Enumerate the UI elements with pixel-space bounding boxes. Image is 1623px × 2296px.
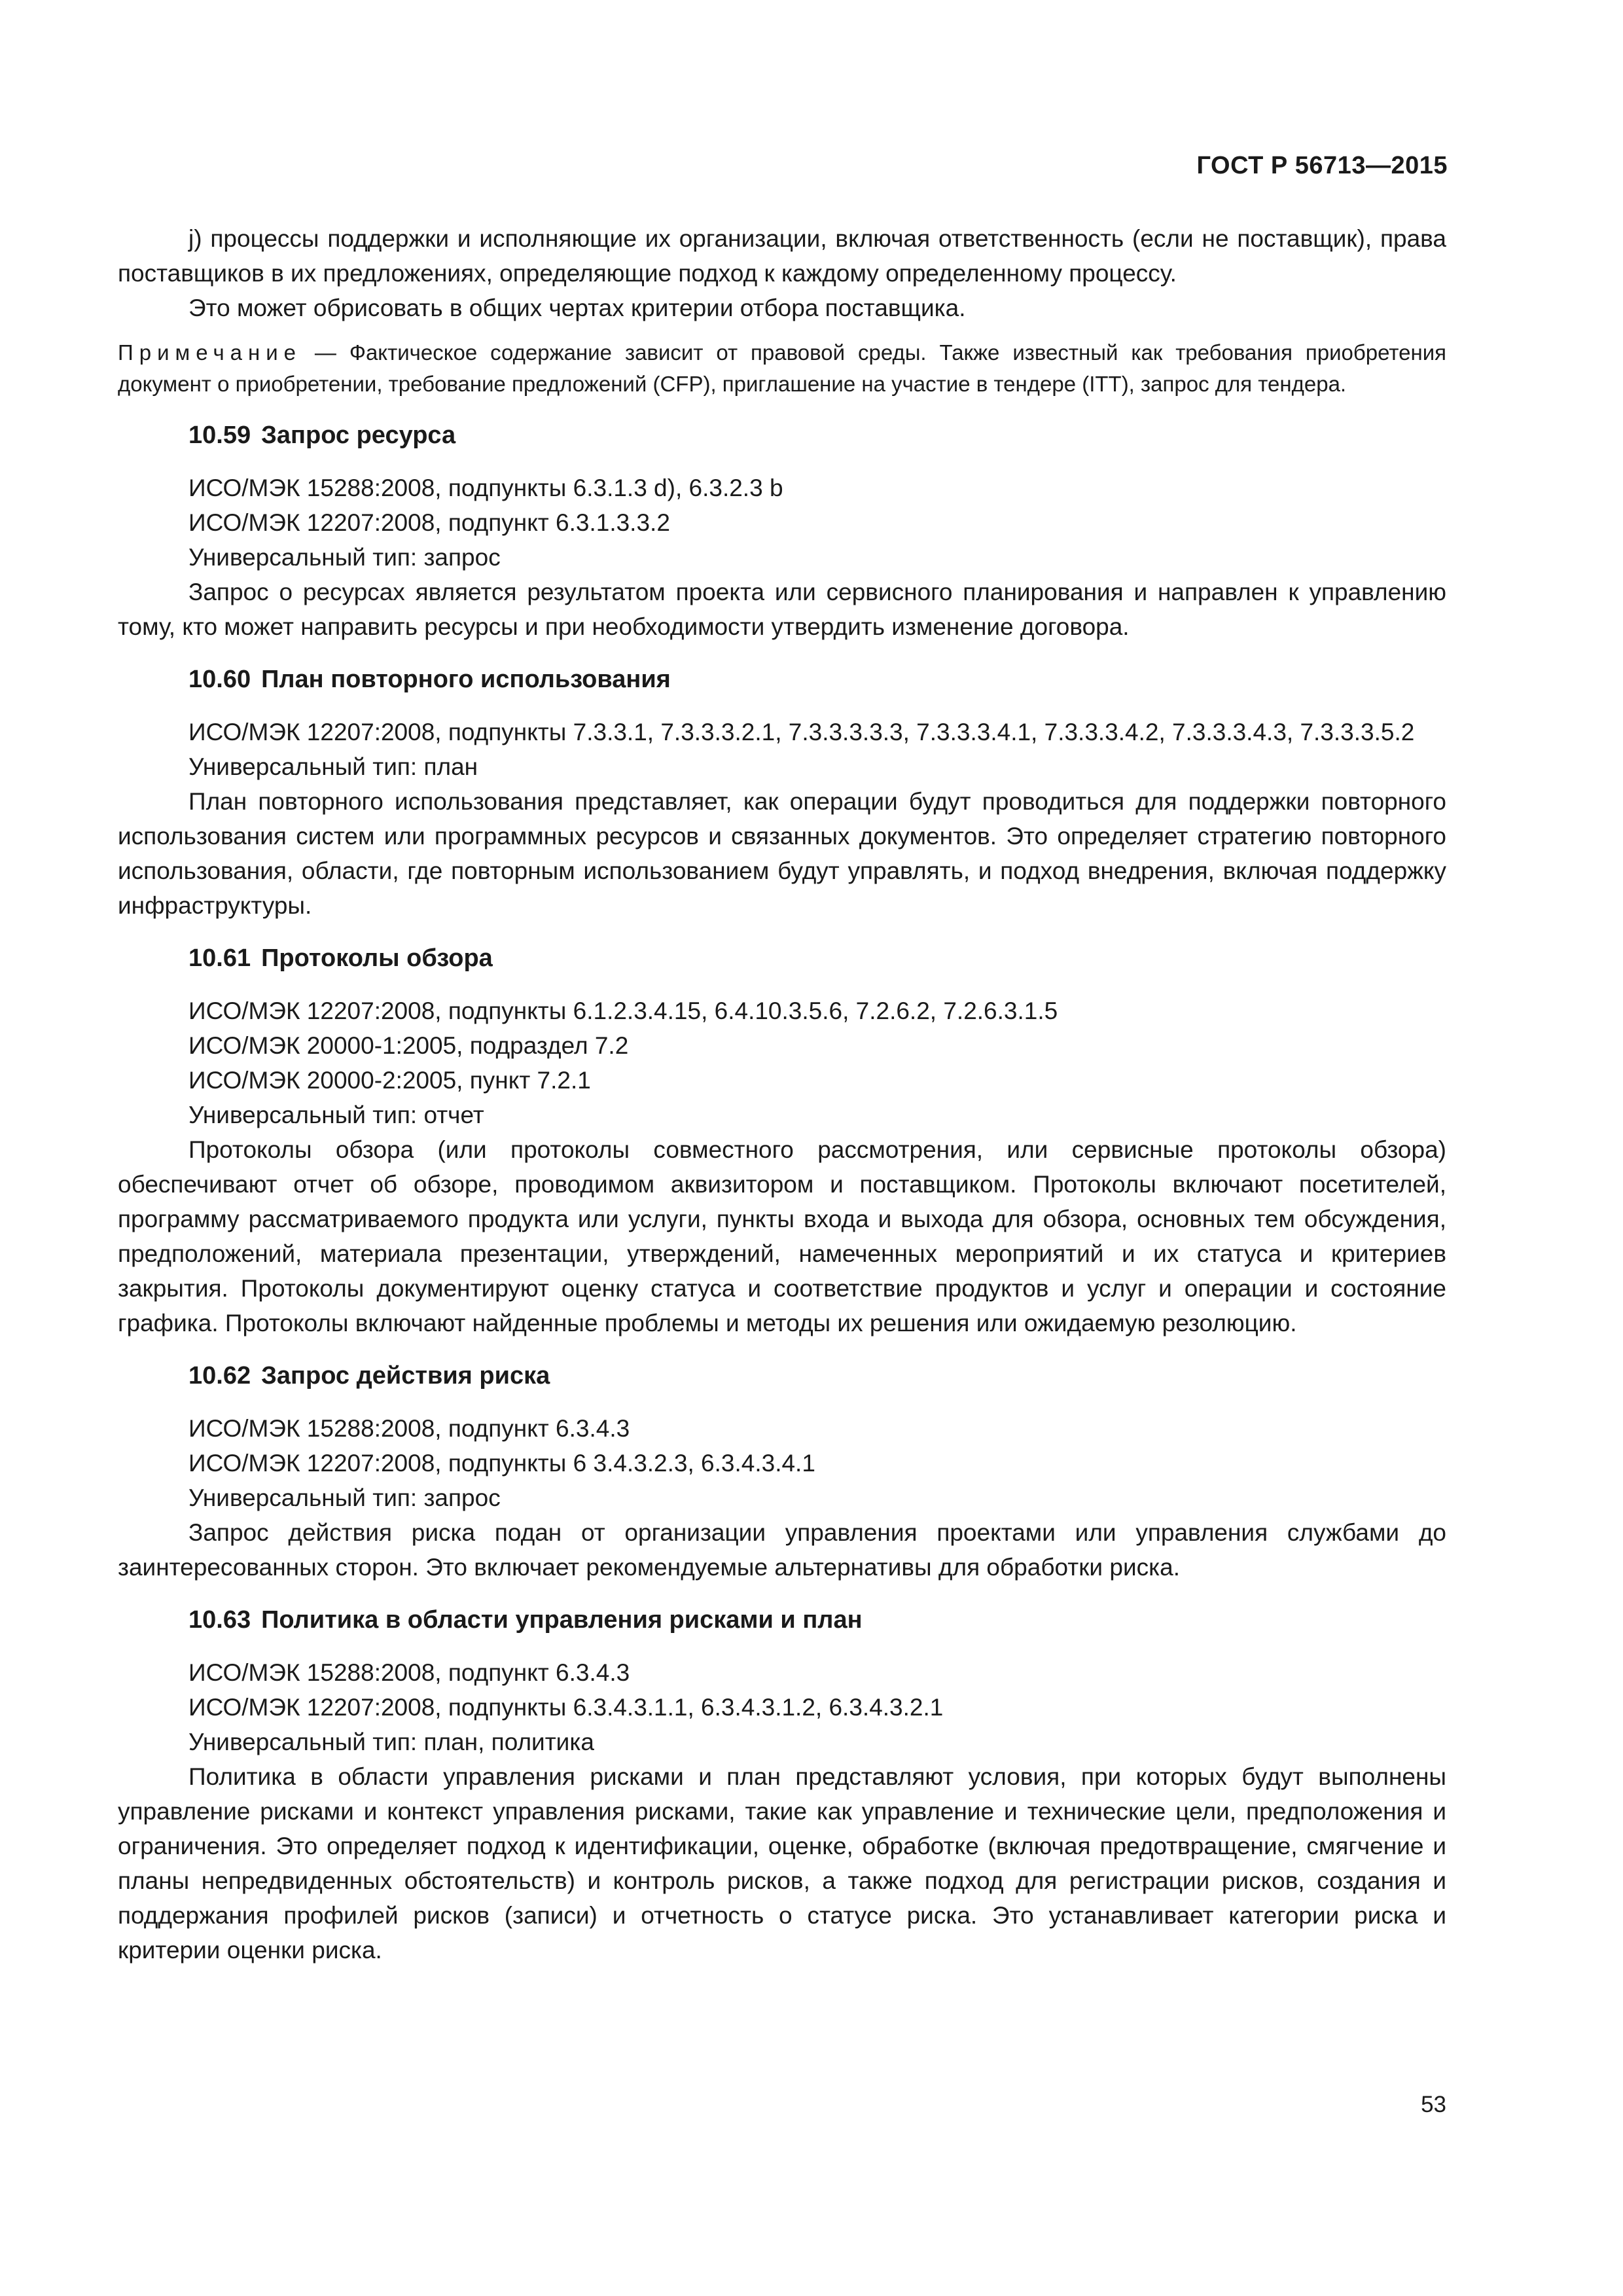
section-body: Протоколы обзора (или протоколы совместного рассмотрения, или сервисные протоколы обзора) обеспечивают отчет об обзоре, проводимом аквизитором и поставщиком. Протоколы включают посетителей, программу рассматриваемого продукта или услуги, пункты входа и выхода для обзора, основных тем обсуждения, предположений, материала презентации, утверждений, намеченных мероприятий и их статуса и критериев закрытия. Протоколы документируют оценку статуса и соответствие продуктов и услуг и операции и состояние графика. Протоколы включают найденные проблемы и методы их решения или ожидаемую резолюцию. bbox=[118, 1136, 1446, 1336]
page-number: 53 bbox=[1421, 2092, 1446, 2117]
section-heading: План повторного использования bbox=[261, 666, 671, 693]
section-number: 10.59 bbox=[188, 422, 251, 449]
reference-line: ИСО/МЭК 12207:2008, подпункты 6.3.4.3.1.1, 6.3.4.3.1.2, 6.3.4.3.2.1 bbox=[188, 1694, 944, 1721]
universal-type-line: Универсальный тип: план, политика bbox=[188, 1729, 594, 1755]
section-number: 10.62 bbox=[188, 1362, 251, 1390]
section-10-63 bbox=[118, 1602, 1446, 1967]
section-10-62 bbox=[118, 1357, 1446, 1585]
universal-type-line: Универсальный тип: план bbox=[188, 753, 478, 780]
reference-line: ИСО/МЭК 20000-2:2005, пункт 7.2.1 bbox=[188, 1067, 591, 1094]
note-text: — Фактическое содержание зависит от правовой среды. Также известный как требования приобретения документ о приобретении, требование предложений (CFP), приглашение на участие в тендере (ITT), запрос для тендера. bbox=[118, 340, 1446, 396]
reference-line: ИСО/МЭК 15288:2008, подпункт 6.3.4.3 bbox=[188, 1415, 630, 1442]
universal-type-line: Универсальный тип: запрос bbox=[188, 1484, 501, 1511]
page-content bbox=[118, 221, 1446, 1967]
section-number: 10.60 bbox=[188, 666, 251, 693]
paragraph-summary: Это может обрисовать в общих чертах критерии отбора поставщика. bbox=[188, 295, 966, 321]
section-body: План повторного использования представляет, как операции будут проводиться для поддержки повторного использования систем или программных ресурсов и связанных документов. Это определяет стратегию повторного использования, области, где повторным использованием будут управлять, и подход внедрения, включая поддержку инфраструктуры. bbox=[118, 788, 1446, 919]
section-number: 10.61 bbox=[188, 944, 251, 972]
reference-line: ИСО/МЭК 20000-1:2005, подраздел 7.2 bbox=[188, 1032, 629, 1059]
section-body: Политика в области управления рисками и план представляют условия, при которых будут выполнены управление рисками и контекст управления рисками, такие как управление и технические цели, предположения и ограничения. Это определяет подход к идентификации, оценке, обработке (включая предотвращение, смягчение и планы непредвиденных обстоятельств) и контроль рисков, а также подход для регистрации рисков, создания и поддержания профилей рисков (записи) и отчетность о статусе риска. Это устанавливает категории риска и критерии оценки риска. bbox=[118, 1763, 1446, 1964]
note-label: Примечание bbox=[118, 340, 302, 365]
section-heading: Протоколы обзора bbox=[261, 944, 493, 972]
reference-line: ИСО/МЭК 12207:2008, подпункт 6.3.1.3.3.2 bbox=[188, 509, 670, 536]
section-heading: Запрос действия риска bbox=[261, 1362, 550, 1390]
universal-type-line: Универсальный тип: отчет bbox=[188, 1102, 484, 1128]
reference-line: ИСО/МЭК 15288:2008, подпункт 6.3.4.3 bbox=[188, 1659, 630, 1686]
section-heading: Запрос ресурса bbox=[261, 422, 456, 449]
section-10-60 bbox=[118, 661, 1446, 923]
reference-line-wrapped: ИСО/МЭК 12207:2008, подпункты 7.3.3.1, 7.3.3.3.2.1, 7.3.3.3.3.3, 7.3.3.3.4.1, 7.3.3.3.4.2, 7.3.3.3.4.3, 7.3.3.3.5.2 bbox=[188, 719, 1415, 745]
section-title bbox=[118, 661, 1446, 698]
section-number: 10.63 bbox=[188, 1606, 251, 1634]
section-heading: Политика в области управления рисками и план bbox=[261, 1606, 863, 1634]
reference-line: ИСО/МЭК 12207:2008, подпункты 6.1.2.3.4.15, 6.4.10.3.5.6, 7.2.6.2, 7.2.6.3.1.5 bbox=[188, 997, 1058, 1024]
section-title bbox=[118, 1602, 1446, 1638]
section-title bbox=[118, 1357, 1446, 1394]
reference-line: ИСО/МЭК 15288:2008, подпункты 6.3.1.3 d), 6.3.2.3 b bbox=[188, 475, 783, 501]
reference-line: ИСО/МЭК 12207:2008, подпункты 6 3.4.3.2.3, 6.3.4.3.4.1 bbox=[188, 1450, 815, 1477]
document-code-header: ГОСТ Р 56713—2015 bbox=[1196, 152, 1448, 179]
paragraph-j: j) процессы поддержки и исполняющие их организации, включая ответственность (если не поставщик), права поставщиков в их предложениях, определяющие подход к каждому определенному процессу. bbox=[118, 225, 1446, 287]
note bbox=[118, 337, 1446, 400]
section-body: Запрос о ресурсах является результатом проекта или сервисного планирования и направлен к управлению тому, кто может направить ресурсы и при необходимости утвердить изменение договора. bbox=[118, 579, 1446, 640]
universal-type-line: Универсальный тип: запрос bbox=[188, 544, 501, 571]
section-title bbox=[118, 940, 1446, 977]
section-10-61 bbox=[118, 940, 1446, 1340]
section-10-59 bbox=[118, 417, 1446, 644]
section-body: Запрос действия риска подан от организации управления проектами или управления службами до заинтересованных сторон. Это включает рекомендуемые альтернативы для обработки риска. bbox=[118, 1519, 1446, 1581]
section-title bbox=[118, 417, 1446, 454]
